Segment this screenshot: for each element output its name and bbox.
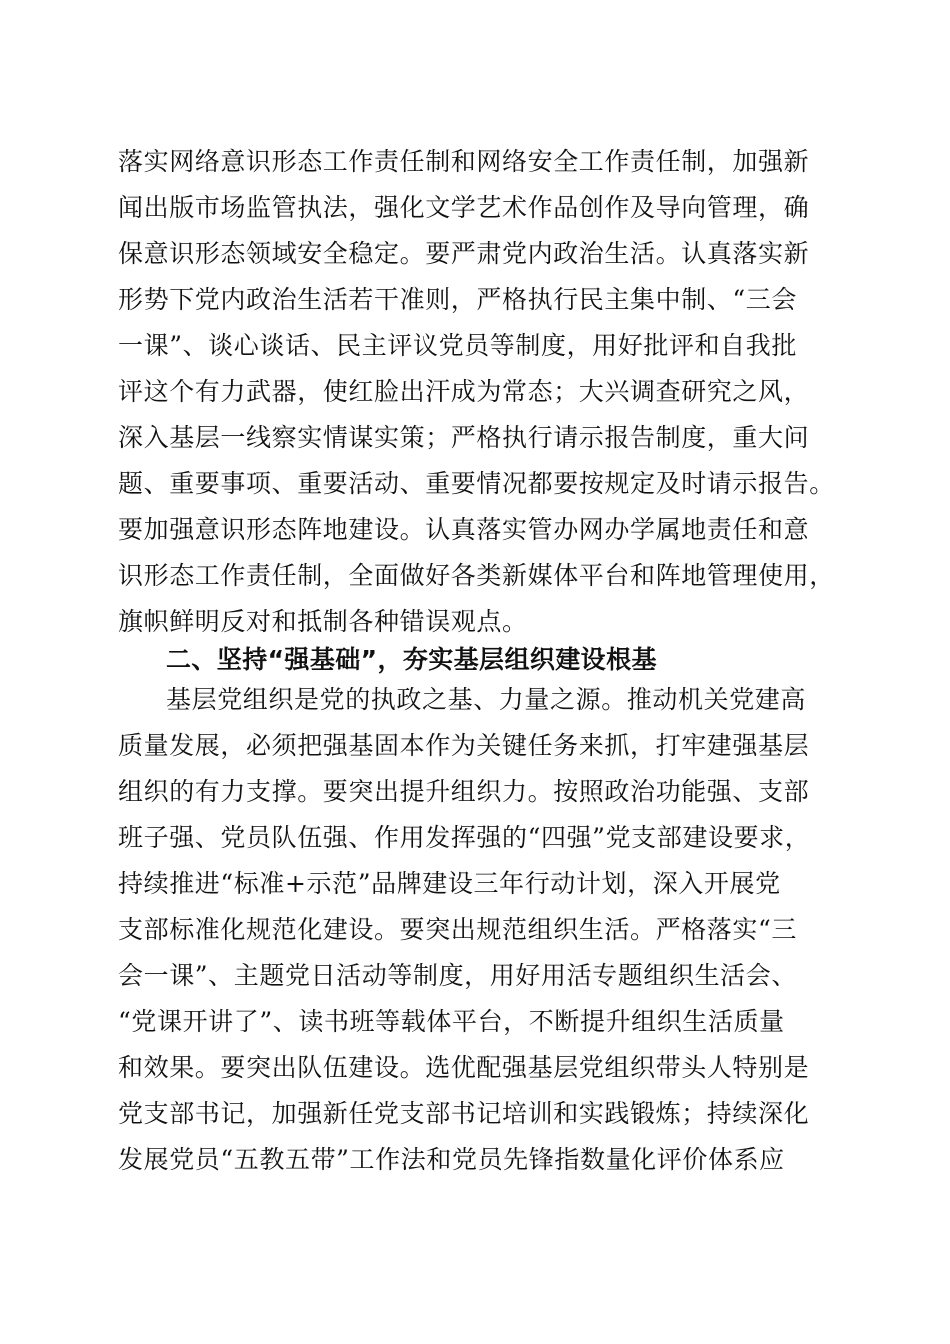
text-line: 评这个有力武器，使红脸出汗成为常态；大兴调查研究之风， [118,377,810,406]
text-line: 质量发展，必须把强基固本作为关键任务来抓，打牢建强基层 [118,731,810,760]
text-line: 要加强意识形态阵地建设。认真落实管办网办学属地责任和意 [118,515,810,544]
text-line: 组织的有力支撑。要突出提升组织力。按照政治功能强、支部 [118,777,810,806]
text-line: 持续推进“标准+示范”品牌建设三年行动计划，深入开展党 [118,869,781,898]
text-line: 支部标准化规范化建设。要突出规范组织生活。严格落实“三 [118,915,797,944]
text-line: 闻出版市场监管执法，强化文学艺术作品创作及导向管理，确 [118,193,810,222]
text-line: “党课开讲了”、读书班等载体平台，不断提升组织生活质量 [118,1007,785,1036]
text-line: 识形态工作责任制，全面做好各类新媒体平台和阵地管理使用， [118,561,835,590]
text-line: 形势下党内政治生活若干准则，严格执行民主集中制、“三会 [118,285,797,314]
text-line: 会一课”、主题党日活动等制度，用好用活专题组织生活会、 [118,961,797,990]
text-line: 深入基层一线察实情谋实策；严格执行请示报告制度，重大问 [118,423,810,452]
text-line: 旗帜鲜明反对和抵制各种错误观点。 [118,607,528,636]
section-heading: 二、坚持“强基础”，夯实基层组织建设根基 [166,645,657,674]
text-line: 班子强、党员队伍强、作用发挥强的“四强”党支部建设要求， [118,823,811,852]
text-line: 题、重要事项、重要活动、重要情况都要按规定及时请示报告。 [118,469,835,498]
text-line: 保意识形态领域安全稳定。要严肃党内政治生活。认真落实新 [118,239,810,268]
text-line: 党支部书记，加强新任党支部书记培训和实践锻炼；持续深化 [118,1099,810,1128]
text-line: 发展党员“五教五带”工作法和党员先锋指数量化评价体系应 [118,1145,785,1174]
text-line: 一课”、谈心谈话、民主评议党员等制度，用好批评和自我批 [118,331,797,360]
paragraph-first-line: 基层党组织是党的执政之基、力量之源。推动机关党建高 [166,685,807,714]
text-line: 落实网络意识形态工作责任制和网络安全工作责任制，加强新 [118,147,810,176]
text-line: 和效果。要突出队伍建设。选优配强基层党组织带头人特别是 [118,1053,810,1082]
